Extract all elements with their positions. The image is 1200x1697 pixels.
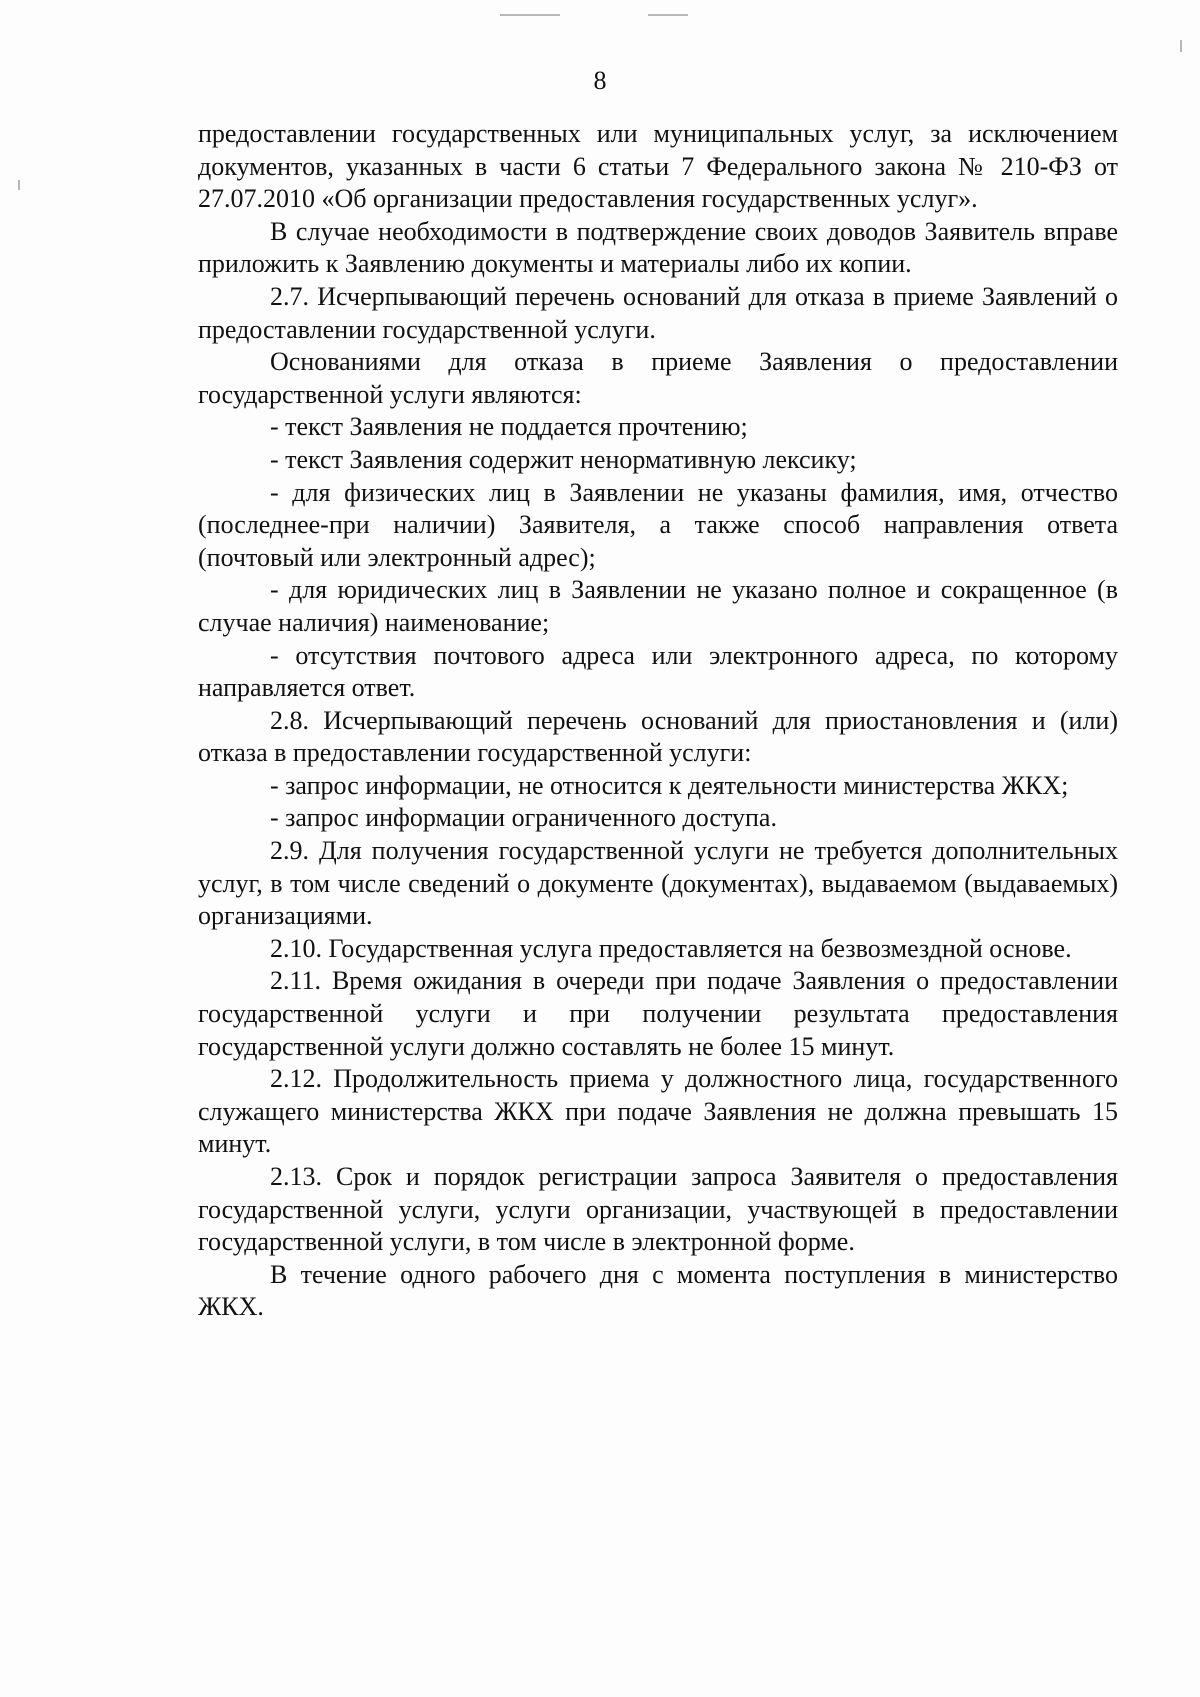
list-item: - для физических лиц в Заявлении не указаны фамилия, имя, отчество (последнее-при наличии) Заявителя, а также способ направления ответа (почтовый или электронный адрес); (198, 477, 1118, 572)
section-2-9-paragraph: 2.9. Для получения государственной услуги не требуется дополнительных услуг, в том числе сведений о документе (документах), выдаваемом (выдаваемых) организациями. (198, 836, 1118, 931)
scan-artifact-left (18, 180, 20, 190)
paragraph: В течение одного рабочего дня с момента поступления в министерство ЖКХ. (198, 1259, 1118, 1322)
list-item: - отсутствия почтового адреса или электронного адреса, по которому направляется ответ. (198, 640, 1118, 703)
paragraph: В случае необходимости в подтверждение своих доводов Заявитель вправе приложить к Заявлению документы и материалы либо их копии. (198, 216, 1118, 279)
section-2-11-paragraph: 2.11. Время ожидания в очереди при подаче Заявления о предоставлении государственной услуги и при получении результата предоставления государственной услуги должно составлять не более 15 минут. (198, 966, 1118, 1061)
document-body (198, 118, 1118, 1324)
list-item: - запрос информации, не относится к деятельности министерства ЖКХ; (270, 770, 1069, 800)
paragraph: предоставлении государственных или муниципальных услуг, за исключением документов, указанных в части 6 статьи 7 Федерального закона № 210-ФЗ от 27.07.2010 «Об организации предоставления государственных услуг». (198, 119, 1118, 214)
section-2-10-paragraph: 2.10. Государственная услуга предоставляется на безвозмездной основе. (270, 933, 1072, 963)
section-2-8-paragraph: 2.8. Исчерпывающий перечень оснований для приостановления и (или) отказа в предоставлении государственной услуги: (198, 705, 1118, 768)
section-2-7-paragraph: 2.7. Исчерпывающий перечень оснований для отказа в приеме Заявлений о предоставлении государственной услуги. (198, 281, 1118, 344)
list-item: - для юридических лиц в Заявлении не указано полное и сокращенное (в случае наличия) наименование; (198, 575, 1118, 637)
scan-artifact-top-right (648, 14, 688, 16)
page-number: 8 (593, 66, 607, 95)
list-item: - запрос информации ограниченного доступа. (270, 803, 777, 833)
scan-artifact-top (500, 14, 560, 16)
section-2-12-paragraph: 2.12. Продолжительность приема у должностного лица, государственного служащего министерства ЖКХ при подаче Заявления не должна превышать 15 минут. (198, 1064, 1118, 1159)
scan-artifact-right (1180, 40, 1182, 52)
list-item: - текст Заявления содержит ненормативную лексику; (270, 444, 857, 474)
section-2-13-paragraph: 2.13. Срок и порядок регистрации запроса Заявителя о предоставления государственной услуги, услуги организации, участвующей в предоставлении государственной услуги, в том числе в электронной форме. (198, 1162, 1118, 1257)
list-item: - текст Заявления не поддается прочтению; (270, 412, 748, 442)
paragraph: Основаниями для отказа в приеме Заявления о предоставлении государственной услуги являются: (198, 347, 1118, 409)
